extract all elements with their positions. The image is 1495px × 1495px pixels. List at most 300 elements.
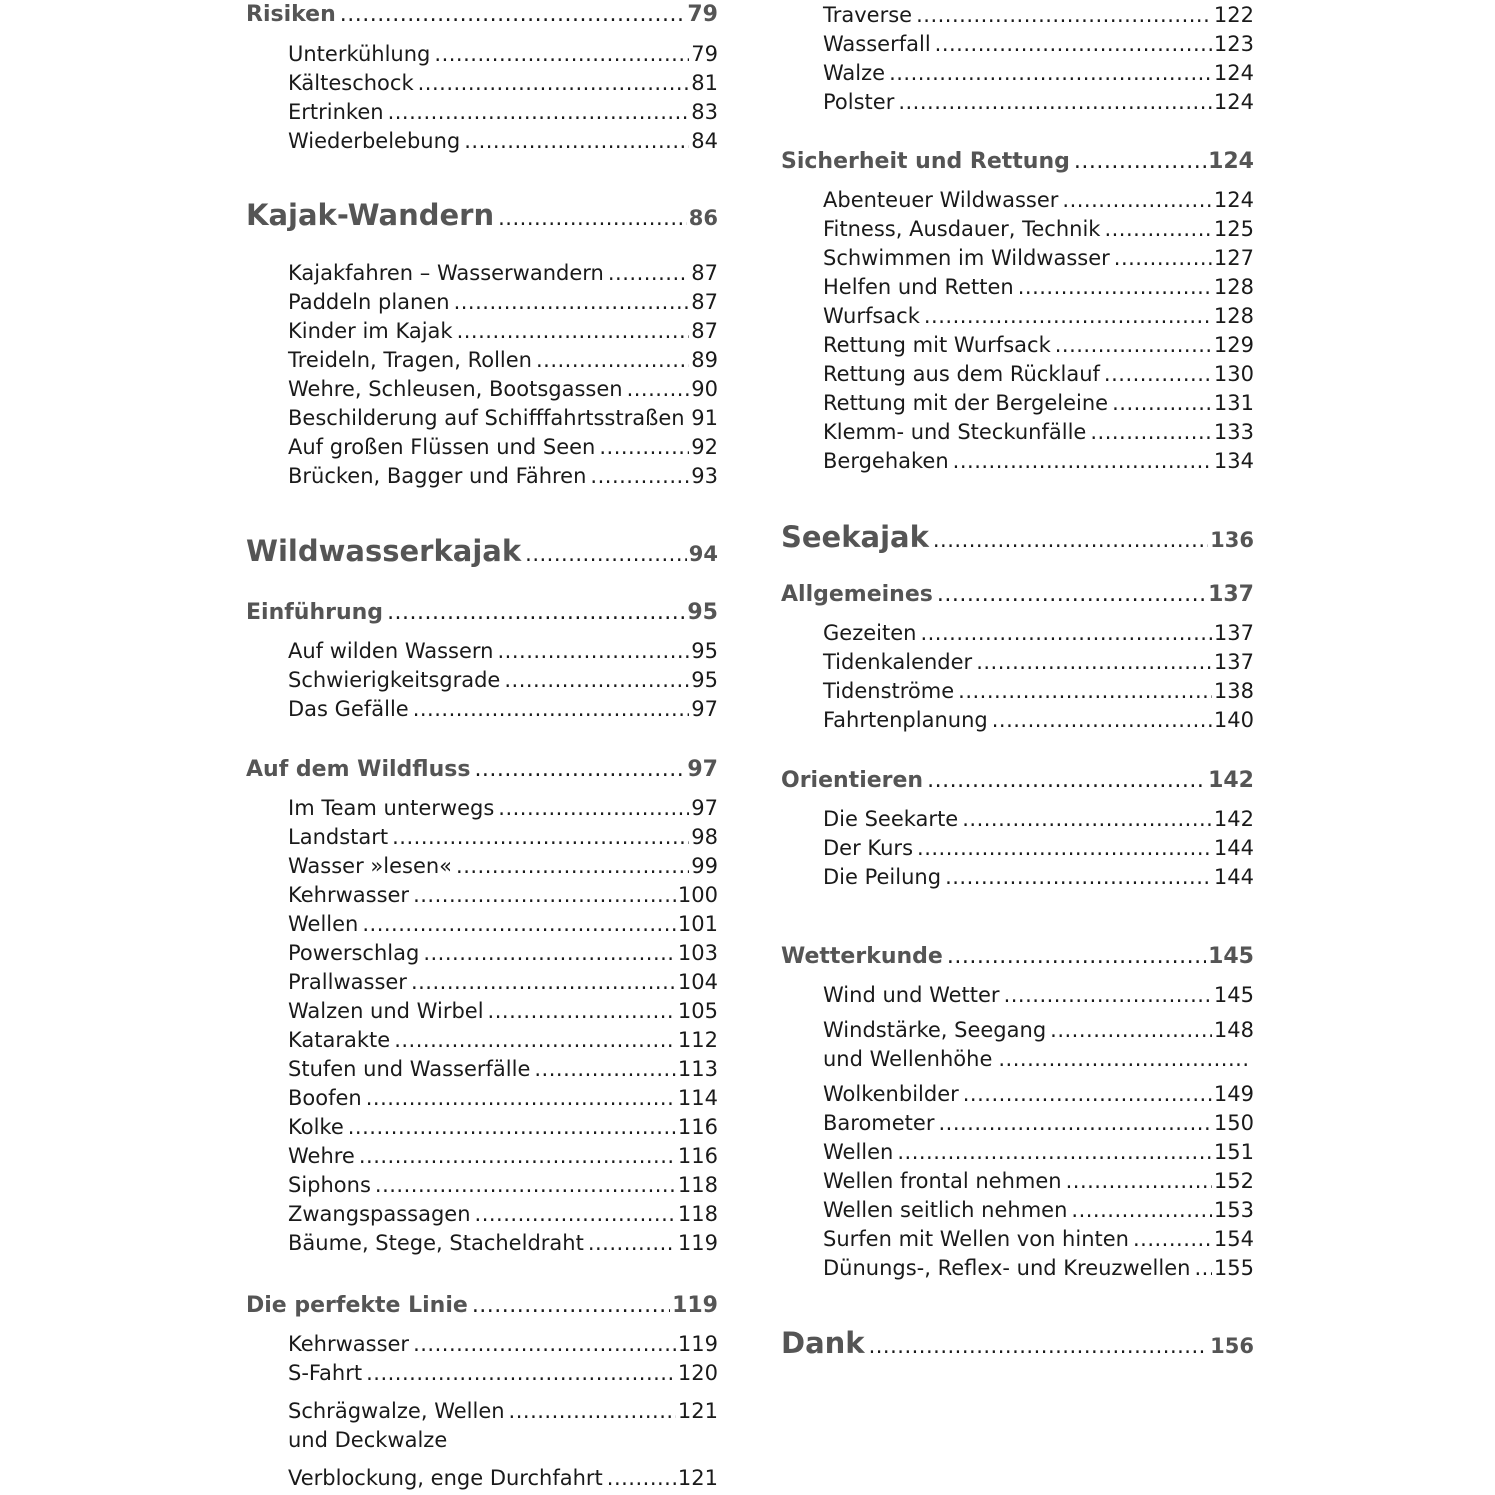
toc-title: und Wellenhöhe — [823, 1047, 993, 1071]
toc-page: 145 — [1213, 983, 1254, 1007]
toc-title: Rettung mit der Bergeleine — [823, 391, 1109, 415]
toc-row[interactable] — [781, 90, 1254, 114]
toc-leader — [536, 348, 689, 372]
toc-leader — [392, 825, 689, 849]
toc-leader — [933, 520, 1208, 554]
toc-page: 125 — [1213, 217, 1254, 241]
toc-title: Wellen — [288, 912, 359, 936]
toc-page: 100 — [677, 883, 718, 907]
toc-title: Verblockung, enge Durchfahrt — [288, 1466, 603, 1490]
toc-leader — [998, 1047, 1248, 1071]
toc-title: Seekajak — [781, 520, 929, 554]
toc-leader — [475, 1202, 676, 1226]
toc-page: 155 — [1213, 1256, 1254, 1280]
toc-leader — [366, 1361, 676, 1385]
toc-leader — [917, 836, 1212, 860]
toc-row[interactable] — [781, 679, 1254, 703]
toc-page: 79 — [687, 2, 718, 27]
toc-page: 152 — [1213, 1169, 1254, 1193]
toc-title: Kinder im Kajak — [288, 319, 453, 343]
toc-page: 142 — [1213, 807, 1254, 831]
toc-page: 130 — [1213, 362, 1254, 386]
toc-leader — [472, 1293, 670, 1318]
toc-title: Landstart — [288, 825, 389, 849]
toc-title: Ertrinken — [288, 100, 384, 124]
toc-row[interactable] — [246, 854, 718, 878]
toc-leader — [411, 970, 676, 994]
toc-title: Wellen — [823, 1140, 894, 1164]
toc-page: 138 — [1213, 679, 1254, 703]
toc-row[interactable] — [246, 290, 718, 314]
toc-page: 114 — [677, 1086, 718, 1110]
toc-title: S-Fahrt — [288, 1361, 363, 1385]
toc-row[interactable] — [246, 100, 718, 124]
toc-leader — [599, 435, 689, 459]
toc-row[interactable] — [781, 807, 1254, 831]
toc-row[interactable] — [246, 1086, 718, 1110]
toc-row[interactable] — [246, 464, 718, 488]
toc-row[interactable] — [781, 333, 1254, 357]
toc-title: Wellen seitlich nehmen — [823, 1198, 1068, 1222]
toc-row[interactable] — [246, 1293, 718, 1318]
toc-leader — [937, 582, 1206, 607]
toc-leader — [1050, 1018, 1212, 1042]
toc-page: 122 — [1213, 3, 1254, 27]
toc-page: 136 — [1210, 528, 1254, 552]
toc-row[interactable] — [246, 1332, 718, 1356]
toc-page: 128 — [1213, 275, 1254, 299]
toc-row[interactable] — [781, 520, 1254, 554]
toc-title: Siphons — [288, 1173, 371, 1197]
toc-leader — [1004, 983, 1212, 1007]
toc-title: Wetterkunde — [781, 944, 943, 969]
toc-title: Fahrtenplanung — [823, 708, 988, 732]
toc-page: 116 — [677, 1115, 718, 1139]
toc-page: 97 — [687, 757, 718, 782]
toc-title: Beschilderung auf Schifffahrtsstraßen — [288, 406, 685, 430]
toc-page: 123 — [1213, 32, 1254, 56]
toc-leader — [418, 71, 690, 95]
toc-row[interactable] — [781, 149, 1254, 174]
toc-title: Wehre — [288, 1144, 355, 1168]
toc-title: Im Team unterwegs — [288, 796, 495, 820]
toc-leader — [474, 757, 685, 782]
toc-page: 91 — [691, 406, 718, 430]
toc-title: Schrägwalze, Wellen — [288, 1399, 505, 1423]
toc-row[interactable] — [246, 406, 718, 430]
toc-title: Wolkenbilder — [823, 1082, 959, 1106]
toc-page: 151 — [1213, 1140, 1254, 1164]
toc-leader — [498, 198, 687, 232]
toc-page: 153 — [1213, 1198, 1254, 1222]
toc-page: 134 — [1213, 449, 1254, 473]
toc-title: Wehre, Schleusen, Bootsgassen — [288, 377, 623, 401]
toc-leader — [359, 1144, 676, 1168]
toc-page: 121 — [677, 1399, 718, 1423]
toc-row[interactable] — [246, 1202, 718, 1226]
toc-page: 81 — [691, 71, 718, 95]
toc-row[interactable] — [781, 621, 1254, 645]
toc-page: 95 — [687, 600, 718, 625]
toc-title: Wasserfall — [823, 32, 931, 56]
toc-leader — [1055, 333, 1212, 357]
toc-page: 156 — [1210, 1334, 1254, 1358]
toc-leader — [992, 708, 1212, 732]
toc-row[interactable] — [781, 768, 1254, 793]
toc-page: 79 — [691, 42, 718, 66]
toc-row[interactable] — [781, 1227, 1254, 1251]
toc-page: 83 — [691, 100, 718, 124]
toc-row[interactable] — [246, 941, 718, 965]
toc-title: Auf dem Wildfluss — [246, 757, 471, 782]
toc-row[interactable] — [246, 319, 718, 343]
toc-title: Fitness, Ausdauer, Technik — [823, 217, 1101, 241]
toc-row[interactable] — [781, 836, 1254, 860]
toc-page: 95 — [691, 639, 718, 663]
toc-leader — [534, 1057, 676, 1081]
toc-page: 84 — [691, 129, 718, 153]
toc-leader — [588, 1231, 676, 1255]
toc-page: 144 — [1213, 865, 1254, 889]
toc-leader — [1133, 1227, 1212, 1251]
toc-leader — [958, 679, 1212, 703]
toc-row[interactable] — [246, 697, 718, 721]
toc-page: 140 — [1213, 708, 1254, 732]
toc-title: Boofen — [288, 1086, 362, 1110]
toc-title: Traverse — [823, 3, 913, 27]
toc-page: 112 — [677, 1028, 718, 1052]
toc-page: 145 — [1208, 944, 1254, 969]
toc-leader — [869, 1326, 1209, 1360]
toc-title: Brücken, Bagger und Fähren — [288, 464, 587, 488]
toc-row[interactable] — [246, 1466, 718, 1490]
toc-row[interactable] — [246, 435, 718, 459]
toc-title: Gezeiten — [823, 621, 917, 645]
toc-leader — [927, 768, 1206, 793]
toc-leader — [1062, 188, 1212, 212]
toc-title: Kehrwasser — [288, 883, 410, 907]
toc-row[interactable] — [781, 449, 1254, 473]
toc-title: Risiken — [246, 2, 336, 27]
toc-leader — [607, 1466, 676, 1490]
toc-row[interactable] — [246, 348, 718, 372]
toc-row[interactable] — [246, 639, 718, 663]
toc-row[interactable] — [246, 534, 718, 568]
toc-row[interactable] — [246, 1144, 718, 1168]
toc-leader — [394, 1028, 676, 1052]
toc-row[interactable] — [781, 246, 1254, 270]
toc-row[interactable] — [781, 391, 1254, 415]
toc-title: Prallwasser — [288, 970, 407, 994]
toc-row[interactable] — [781, 708, 1254, 732]
toc-page: 124 — [1213, 188, 1254, 212]
toc-leader — [498, 639, 690, 663]
toc-page: 87 — [691, 319, 718, 343]
toc-title: Helfen und Retten — [823, 275, 1014, 299]
toc-row[interactable] — [246, 1231, 718, 1255]
toc-leader — [689, 406, 690, 430]
toc-row[interactable] — [781, 32, 1254, 56]
toc-leader — [924, 304, 1212, 328]
toc-row[interactable] — [781, 1326, 1254, 1360]
toc-leader — [388, 100, 690, 124]
toc-row[interactable] — [246, 999, 718, 1023]
toc-page: 120 — [677, 1361, 718, 1385]
toc-row[interactable] — [781, 275, 1254, 299]
toc-leader — [1090, 420, 1212, 444]
toc-title: Tidenkalender — [823, 650, 973, 674]
toc-page: 124 — [1208, 149, 1254, 174]
toc-row[interactable] — [781, 650, 1254, 674]
toc-row[interactable] — [781, 1082, 1254, 1106]
toc-title: Abenteuer Wildwasser — [823, 188, 1059, 212]
toc-row[interactable] — [781, 304, 1254, 328]
toc-row[interactable] — [246, 1028, 718, 1052]
toc-title: Bäume, Stege, Stacheldraht — [288, 1231, 584, 1255]
toc-page: 105 — [677, 999, 718, 1023]
toc-leader — [962, 807, 1212, 831]
toc-row[interactable] — [246, 796, 718, 820]
toc-leader — [488, 999, 676, 1023]
toc-leader — [525, 534, 687, 568]
toc-page: 131 — [1213, 391, 1254, 415]
toc-page: 137 — [1208, 582, 1254, 607]
toc-title: Die perfekte Linie — [246, 1293, 468, 1318]
toc-row[interactable] — [246, 883, 718, 907]
toc-page: 86 — [688, 206, 718, 230]
toc-title: Kehrwasser — [288, 1332, 410, 1356]
toc-row[interactable] — [246, 825, 718, 849]
toc-page: 118 — [677, 1202, 718, 1226]
toc-title: Das Gefälle — [288, 697, 409, 721]
toc-title: Wurfsack — [823, 304, 920, 328]
toc-row[interactable] — [781, 1018, 1254, 1042]
toc-leader — [457, 319, 690, 343]
toc-title: Klemm- und Steckunfälle — [823, 420, 1087, 444]
toc-page: 95 — [691, 668, 718, 692]
toc-leader — [897, 1140, 1212, 1164]
toc-leader — [916, 3, 1212, 27]
toc-page: 87 — [691, 290, 718, 314]
toc-row[interactable] — [246, 757, 718, 782]
toc-leader — [509, 1399, 676, 1423]
toc-page: 119 — [672, 1293, 718, 1318]
toc-leader — [1104, 217, 1211, 241]
toc-leader — [627, 377, 690, 401]
toc-leader — [387, 600, 685, 625]
toc-title: Kolke — [288, 1115, 344, 1139]
toc-title: Walze — [823, 61, 886, 85]
toc-leader — [920, 621, 1211, 645]
toc-page: 119 — [677, 1332, 718, 1356]
toc-page: 98 — [691, 825, 718, 849]
toc-title: Wiederbelebung — [288, 129, 461, 153]
toc-row[interactable] — [246, 42, 718, 66]
toc-title: Unterkühlung — [288, 42, 431, 66]
toc-row[interactable] — [246, 71, 718, 95]
toc-title: Sicherheit und Rettung — [781, 149, 1070, 174]
toc-title: Wellen frontal nehmen — [823, 1169, 1062, 1193]
toc-title: Einführung — [246, 600, 384, 625]
toc-leader — [1074, 149, 1206, 174]
toc-title: Die Peilung — [823, 865, 942, 889]
toc-leader — [498, 796, 689, 820]
toc-title: Wind und Wetter — [823, 983, 1000, 1007]
toc-page: 89 — [691, 348, 718, 372]
toc-page: 137 — [1213, 621, 1254, 645]
toc-row[interactable] — [781, 1198, 1254, 1222]
toc-page: 142 — [1208, 768, 1254, 793]
toc-page: 129 — [1213, 333, 1254, 357]
toc-row[interactable] — [781, 61, 1254, 85]
toc-row[interactable] — [781, 1111, 1254, 1135]
toc-row[interactable] — [781, 983, 1254, 1007]
toc-row[interactable] — [781, 1169, 1254, 1193]
toc-title: Allgemeines — [781, 582, 933, 607]
toc-row[interactable] — [781, 582, 1254, 607]
toc-title: Paddeln planen — [288, 290, 450, 314]
toc-row[interactable] — [781, 865, 1254, 889]
toc-leader — [456, 854, 689, 878]
toc-row-continuation — [781, 1047, 1254, 1071]
toc-leader — [976, 650, 1212, 674]
toc-title: Powerschlag — [288, 941, 420, 965]
toc-row[interactable] — [246, 1173, 718, 1197]
toc-page: 150 — [1213, 1111, 1254, 1135]
toc-title: Treideln, Tragen, Rollen — [288, 348, 532, 372]
toc-leader — [1071, 1198, 1212, 1222]
toc-title: Katarakte — [288, 1028, 391, 1052]
toc-title: Wasser »lesen« — [288, 854, 453, 878]
toc-title: Windstärke, Seegang — [823, 1018, 1047, 1042]
toc-page: 92 — [691, 435, 718, 459]
toc-page: 119 — [677, 1231, 718, 1255]
toc-title: Polster — [823, 90, 895, 114]
toc-leader — [375, 1173, 676, 1197]
toc-title: Tidenströme — [823, 679, 955, 703]
toc-page: 148 — [1213, 1018, 1254, 1042]
toc-leader — [340, 2, 686, 27]
toc-page: 127 — [1213, 246, 1254, 270]
toc-row-continuation — [246, 1428, 718, 1452]
toc-leader — [590, 464, 689, 488]
toc-leader — [947, 944, 1206, 969]
toc-page: 103 — [677, 941, 718, 965]
toc-leader — [1112, 391, 1212, 415]
toc-leader — [1104, 362, 1212, 386]
toc-leader — [1194, 1256, 1211, 1280]
toc-page: 97 — [691, 697, 718, 721]
toc-page: 101 — [677, 912, 718, 936]
toc-title: Kajak-Wandern — [246, 198, 495, 232]
toc-row[interactable] — [246, 970, 718, 994]
toc-row[interactable] — [246, 261, 718, 285]
toc-leader — [898, 90, 1212, 114]
toc-row[interactable] — [246, 2, 718, 27]
toc-page: 113 — [677, 1057, 718, 1081]
toc-leader — [938, 1111, 1211, 1135]
toc-page: 97 — [691, 796, 718, 820]
toc-leader — [366, 1086, 676, 1110]
toc-row[interactable] — [781, 188, 1254, 212]
toc-page: 124 — [1213, 90, 1254, 114]
toc-title: Auf großen Flüssen und Seen — [288, 435, 596, 459]
toc-page: 93 — [691, 464, 718, 488]
toc-title: Walzen und Wirbel — [288, 999, 484, 1023]
toc-row[interactable] — [246, 129, 718, 153]
toc-row[interactable] — [246, 600, 718, 625]
toc-page: 87 — [691, 261, 718, 285]
toc-row[interactable] — [246, 1057, 718, 1081]
toc-title: und Deckwalze — [288, 1428, 448, 1452]
toc-row[interactable] — [246, 377, 718, 401]
toc-leader — [935, 32, 1212, 56]
toc-page: 124 — [1213, 61, 1254, 85]
toc-leader — [945, 865, 1212, 889]
toc-page: 104 — [677, 970, 718, 994]
toc-page: 128 — [1213, 304, 1254, 328]
toc-title: Dünungs-, Reflex- und Kreuzwellen — [823, 1256, 1191, 1280]
toc-title: Kajakfahren – Wasserwandern — [288, 261, 604, 285]
toc-title: Stufen und Wasserfälle — [288, 1057, 531, 1081]
toc-row[interactable] — [781, 1140, 1254, 1164]
toc-page: 154 — [1213, 1227, 1254, 1251]
toc-leader — [1066, 1169, 1212, 1193]
toc-row[interactable] — [781, 3, 1254, 27]
toc-row[interactable] — [781, 362, 1254, 386]
toc-title: Surfen mit Wellen von hinten — [823, 1227, 1129, 1251]
toc-page: 137 — [1213, 650, 1254, 674]
toc-row[interactable] — [246, 1399, 718, 1423]
toc-page: 144 — [1213, 836, 1254, 860]
toc-row[interactable] — [781, 1256, 1254, 1280]
toc-leader — [454, 290, 690, 314]
toc-page: 94 — [688, 542, 718, 566]
toc-leader — [953, 449, 1212, 473]
toc-title: Wildwasserkajak — [246, 534, 522, 568]
toc-leader — [963, 1082, 1212, 1106]
toc-title: Kälteschock — [288, 71, 414, 95]
toc-title: Orientieren — [781, 768, 924, 793]
toc-leader — [464, 129, 689, 153]
toc-title: Auf wilden Wassern — [288, 639, 494, 663]
toc-page: 121 — [677, 1466, 718, 1490]
toc-leader — [413, 697, 690, 721]
toc-title: Schwierigkeitsgrade — [288, 668, 501, 692]
toc-row[interactable] — [781, 420, 1254, 444]
toc-page: 116 — [677, 1144, 718, 1168]
toc-row[interactable] — [246, 1115, 718, 1139]
toc-leader — [413, 883, 676, 907]
toc-title: Rettung mit Wurfsack — [823, 333, 1051, 357]
toc-leader — [434, 42, 689, 66]
toc-title: Barometer — [823, 1111, 935, 1135]
toc-leader — [608, 261, 689, 285]
toc-leader — [504, 668, 689, 692]
toc-leader — [1114, 246, 1212, 270]
toc-row[interactable] — [246, 1361, 718, 1385]
toc-page: 99 — [691, 854, 718, 878]
toc-title: Bergehaken — [823, 449, 949, 473]
toc-row[interactable] — [246, 912, 718, 936]
toc-row[interactable] — [781, 944, 1254, 969]
toc-title: Die Seekarte — [823, 807, 959, 831]
toc-row[interactable] — [781, 217, 1254, 241]
toc-leader — [423, 941, 676, 965]
toc-row[interactable] — [246, 198, 718, 232]
toc-leader — [1018, 275, 1212, 299]
toc-row[interactable] — [246, 668, 718, 692]
